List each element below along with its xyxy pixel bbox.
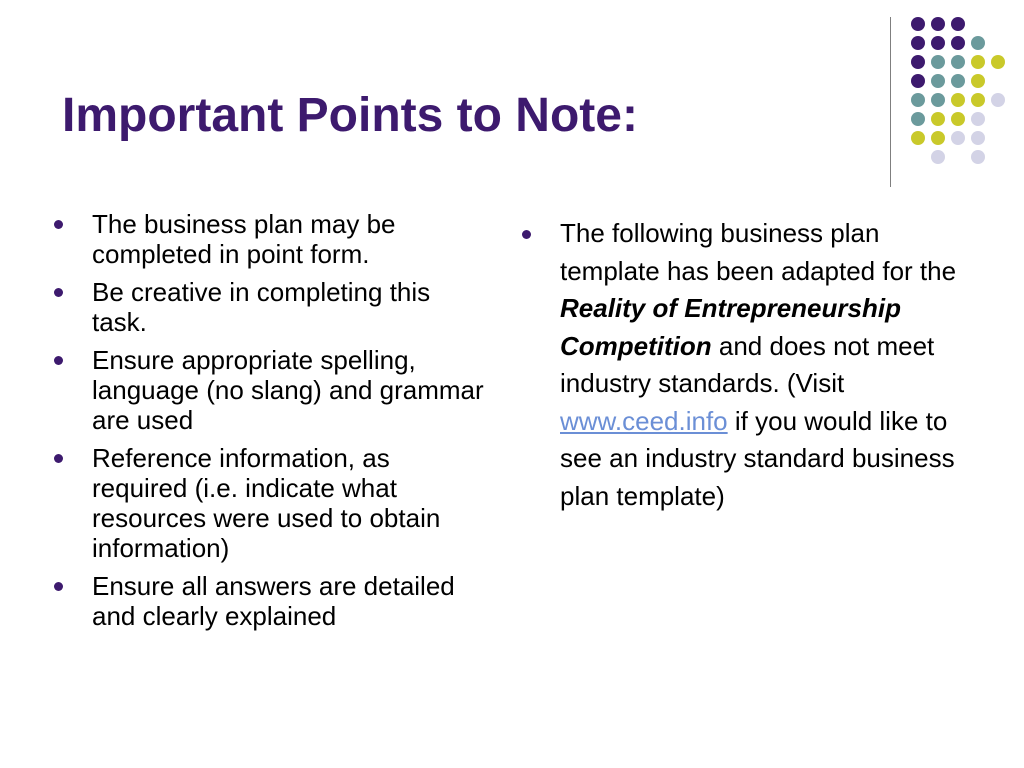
decor-dot xyxy=(911,74,925,88)
decor-dot xyxy=(971,131,985,145)
bullet-dot-icon xyxy=(54,582,63,591)
decor-dot xyxy=(911,131,925,145)
decor-dot xyxy=(971,93,985,107)
list-item xyxy=(52,209,492,269)
bullet-text: Reference information, as required (i.e. indicate what resources were used to obtain information) xyxy=(92,443,441,563)
slide-title: Important Points to Note: xyxy=(62,89,638,142)
decor-dot xyxy=(931,36,945,50)
decor-dot xyxy=(911,112,925,126)
bullet-text: Ensure all answers are detailed and clearly explained xyxy=(92,571,455,631)
list-item xyxy=(52,345,492,435)
bullet-text-middle: and does not meet industry standards. (Visit xyxy=(560,330,935,398)
decor-dot xyxy=(971,55,985,69)
left-bullet-list xyxy=(52,209,492,639)
decor-dot xyxy=(991,55,1005,69)
decor-dot xyxy=(971,74,985,88)
bullet-text: Ensure appropriate spelling, language (no slang) and grammar are used xyxy=(92,345,484,435)
list-item xyxy=(52,277,492,337)
bullet-dot-icon xyxy=(54,356,63,365)
decor-dot xyxy=(911,36,925,50)
decor-dot xyxy=(951,17,965,31)
decor-dot xyxy=(951,131,965,145)
decor-dot xyxy=(971,36,985,50)
ceed-website-link[interactable]: www.ceed.info xyxy=(560,405,728,436)
bullet-dot-icon xyxy=(522,230,531,239)
decor-dot xyxy=(931,93,945,107)
bullet-text-tail: if you would like to see an industry standard business plan template) xyxy=(560,405,955,511)
bullet-dot-icon xyxy=(54,220,63,229)
decor-dot xyxy=(971,150,985,164)
decor-dot xyxy=(971,112,985,126)
list-item xyxy=(52,443,492,563)
bullet-dot-icon xyxy=(54,288,63,297)
bullet-text: Be creative in completing this task. xyxy=(92,277,431,337)
bullet-dot-icon xyxy=(54,454,63,463)
decor-dot xyxy=(931,55,945,69)
decor-dot xyxy=(931,17,945,31)
bullet-text-lead: The following business plan template has been adapted for the xyxy=(560,218,957,286)
list-item xyxy=(520,215,960,515)
decor-dot xyxy=(951,93,965,107)
decor-dot xyxy=(911,17,925,31)
decor-dot xyxy=(991,93,1005,107)
list-item xyxy=(52,571,492,631)
decor-dot xyxy=(931,74,945,88)
decor-dot xyxy=(951,36,965,50)
decor-dot xyxy=(911,93,925,107)
decor-dot xyxy=(911,55,925,69)
decor-dot xyxy=(931,150,945,164)
decor-dot xyxy=(951,55,965,69)
decor-dot xyxy=(931,131,945,145)
divider-line xyxy=(890,17,891,187)
decor-dot xyxy=(951,112,965,126)
bullet-text: The business plan may be completed in point form. xyxy=(92,209,396,269)
decor-dot xyxy=(931,112,945,126)
right-bullet-list xyxy=(520,215,960,515)
decor-dot xyxy=(951,74,965,88)
competition-name: Reality of Entrepreneurship Competition xyxy=(560,293,901,361)
